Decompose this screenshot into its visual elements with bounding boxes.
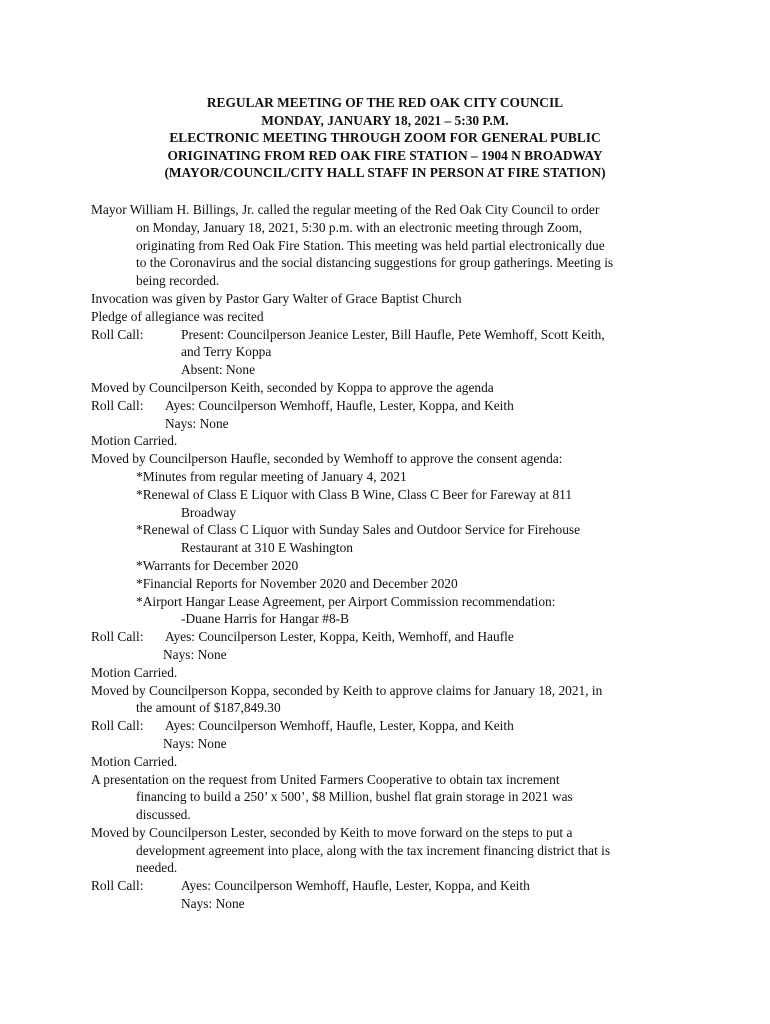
text-line: Moved by Councilperson Lester, seconded by Keith to move forward on the steps to put a xyxy=(91,824,573,840)
roll-call-line xyxy=(91,877,691,895)
text-line: Moved by Councilperson Koppa, seconded by Keith to approve claims for January 18, 2021, in xyxy=(91,682,603,698)
text-line: Mayor William H. Billings, Jr. called the regular meeting of the Red Oak City Council to order xyxy=(91,202,600,217)
text-line: Motion Carried. xyxy=(91,433,178,449)
text-line: Moved by Councilperson Haufle, seconded by Wemhoff to approve the consent agenda: xyxy=(91,451,563,467)
text-line: to the Coronavirus and the social distancing suggestions for group gatherings. Meeting is xyxy=(136,255,614,271)
roll-call-text: Present: Councilperson Jeanice Lester, Bill Haufle, Pete Wemhoff, Scott Keith, xyxy=(181,326,605,342)
text-line: originating from Red Oak Fire Station. This meeting was held partial electronically due xyxy=(136,237,605,253)
header-line: ELECTRONIC MEETING THROUGH ZOOM FOR GENERAL PUBLIC xyxy=(169,130,601,146)
text-line: *Warrants for December 2020 xyxy=(136,557,299,573)
text-line: Absent: None xyxy=(181,362,256,378)
roll-call-label: Roll Call: xyxy=(91,397,144,413)
roll-call-text: Ayes: Councilperson Wemhoff, Haufle, Lester, Koppa, and Keith xyxy=(165,397,514,413)
header-line: REGULAR MEETING OF THE RED OAK CITY COUNCIL xyxy=(206,95,564,110)
text-line: financing to build a 250’ x 500’, $8 Million, bushel flat grain storage in 2021 was xyxy=(136,789,573,805)
text-line: *Minutes from regular meeting of January 4, 2021 xyxy=(136,468,407,484)
text-line: discussed. xyxy=(136,807,191,823)
text-line: Nays: None xyxy=(163,646,227,662)
header-line: (MAYOR/COUNCIL/CITY HALL STAFF IN PERSON AT FIRE STATION) xyxy=(164,165,606,181)
text-line: Restaurant at 310 E Washington xyxy=(181,540,353,556)
text-line: Nays: None xyxy=(165,415,229,431)
roll-call-label: Roll Call: xyxy=(91,718,144,734)
text-line: needed. xyxy=(136,860,178,876)
roll-call-label: Roll Call: xyxy=(91,878,144,894)
text-line: Motion Carried. xyxy=(91,753,178,769)
roll-call-line xyxy=(91,628,691,646)
text-line: Broadway xyxy=(181,504,237,520)
roll-call-line xyxy=(91,397,691,415)
text-line: and Terry Koppa xyxy=(181,344,272,360)
text-line: Moved by Councilperson Keith, seconded by Koppa to approve the agenda xyxy=(91,379,494,395)
minutes-body xyxy=(91,201,691,913)
roll-call-label: Roll Call: xyxy=(91,629,144,645)
roll-call-line xyxy=(91,717,691,735)
roll-call-text: Ayes: Councilperson Lester, Koppa, Keith, Wemhoff, and Haufle xyxy=(165,629,514,645)
text-line: *Renewal of Class C Liquor with Sunday Sales and Outdoor Service for Firehouse xyxy=(136,522,581,538)
text-line: Nays: None xyxy=(181,896,245,912)
text-line: on Monday, January 18, 2021, 5:30 p.m. with an electronic meeting through Zoom, xyxy=(136,219,583,235)
header-line: MONDAY, JANUARY 18, 2021 – 5:30 P.M. xyxy=(261,112,509,128)
text-line: *Airport Hangar Lease Agreement, per Airport Commission recommendation: xyxy=(136,593,556,609)
header-line: ORIGINATING FROM RED OAK FIRE STATION – 1904 N BROADWAY xyxy=(167,147,603,163)
text-line: A presentation on the request from United Farmers Cooperative to obtain tax increment xyxy=(91,771,560,787)
text-line: -Duane Harris for Hangar #8-B xyxy=(181,611,350,627)
text-line: Pledge of allegiance was recited xyxy=(91,308,264,324)
text-line: Nays: None xyxy=(163,735,227,751)
meeting-header xyxy=(80,94,690,182)
text-line: *Financial Reports for November 2020 and December 2020 xyxy=(136,575,458,591)
roll-call-text: Ayes: Councilperson Wemhoff, Haufle, Lester, Koppa, and Keith xyxy=(181,878,530,894)
text-line: being recorded. xyxy=(136,273,220,289)
text-line: development agreement into place, along with the tax increment financing district that is xyxy=(136,842,611,858)
roll-call-label: Roll Call: xyxy=(91,326,144,342)
roll-call-text: Ayes: Councilperson Wemhoff, Haufle, Lester, Koppa, and Keith xyxy=(165,718,514,734)
text-line: Invocation was given by Pastor Gary Walter of Grace Baptist Church xyxy=(91,290,462,306)
text-line: *Renewal of Class E Liquor with Class B Wine, Class C Beer for Fareway at 811 xyxy=(136,486,573,502)
text-line: the amount of $187,849.30 xyxy=(136,700,281,716)
roll-call-line xyxy=(91,326,691,344)
text-line: Motion Carried. xyxy=(91,664,178,680)
